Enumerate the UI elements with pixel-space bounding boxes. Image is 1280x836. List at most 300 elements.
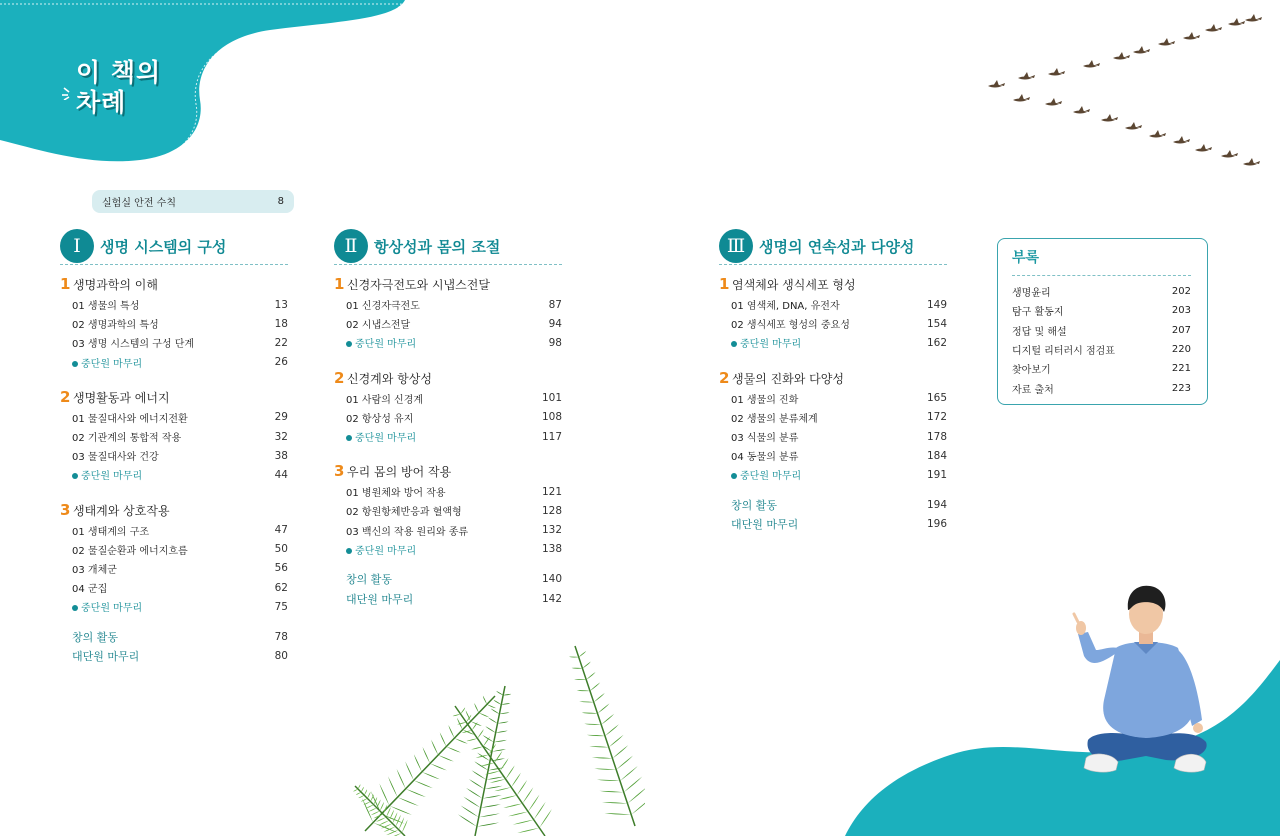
toc-item-text: 중단원 마무리: [355, 545, 417, 557]
toc-item[interactable]: [719, 314, 947, 333]
toc-item-text: 중단원 마무리: [355, 339, 417, 351]
toc-extra-page: 194: [926, 499, 947, 512]
chapter-heading[interactable]: [719, 369, 947, 389]
goose-shape: [1173, 136, 1190, 144]
toc-item-page: 178: [926, 430, 947, 443]
toc-item[interactable]: [334, 521, 562, 540]
chapter-number: 1: [60, 275, 71, 293]
fern-leaflet: [506, 765, 515, 779]
chapter-title: 생태계와 상호작용: [73, 503, 170, 518]
chapter-heading[interactable]: [334, 369, 562, 389]
roman-numeral-badge: Ⅰ: [60, 229, 94, 263]
fern-leaflet: [579, 701, 594, 702]
chapter-number: 1: [334, 275, 345, 293]
toc-item[interactable]: [719, 389, 947, 408]
toc-item-page: 22: [274, 336, 288, 349]
title-line-1: 이 책의: [76, 58, 162, 87]
toc-extra-page: 80: [274, 650, 288, 663]
fern-leaflet: [491, 709, 500, 715]
goose-shape: [1018, 72, 1035, 80]
toc-item-label: 03 개체군: [72, 564, 117, 576]
fern-leaflet: [631, 797, 645, 814]
fern-leaflet: [397, 769, 406, 789]
goose-shape: [1133, 46, 1150, 54]
chapter-number: 2: [60, 387, 71, 406]
fern-leaflet: [353, 789, 358, 791]
chapter-heading[interactable]: [60, 501, 288, 521]
fern-leaflet: [423, 747, 430, 764]
chapter-heading[interactable]: [60, 388, 288, 408]
toc-item-page: 75: [274, 600, 288, 613]
fern-leaves-illustration: [345, 636, 645, 836]
toc-item-page: 29: [274, 411, 288, 424]
goose-shape: [1113, 52, 1130, 60]
page-title: [62, 58, 161, 118]
chapter-block: [60, 275, 288, 372]
toc-item-page: 172: [926, 411, 947, 424]
fern-leaflet: [584, 724, 601, 725]
toc-item-label: 03 식물의 분류: [731, 433, 799, 445]
chapter-title: 생명과학의 이해: [73, 278, 158, 292]
fern-leaflet: [569, 657, 579, 658]
part-title: 항상성과 몸의 조절: [374, 237, 501, 256]
toc-item-label: 02 생명과학의 특성: [72, 320, 159, 332]
fern-leaflet: [494, 740, 507, 742]
fern-leaflet: [517, 780, 527, 795]
fern-leaflet: [599, 791, 623, 792]
toc-item[interactable]: [60, 333, 288, 352]
section-review-item[interactable]: [719, 333, 947, 352]
toc-item-page: 121: [541, 485, 562, 498]
goose-shape: [1243, 158, 1260, 166]
toc-extra-item[interactable]: [60, 627, 288, 646]
toc-item-page: 50: [274, 543, 288, 556]
chapter-title: 신경계와 항상성: [347, 371, 432, 386]
fern-leaflet: [605, 813, 632, 815]
chapter-number: 3: [60, 500, 71, 519]
fern-leaflet: [406, 789, 426, 797]
toc-item-page: 117: [541, 430, 562, 443]
toc-extra-label: 대단원 마무리: [72, 650, 140, 664]
fern-leaflet: [589, 746, 608, 747]
roman-numeral-badge: Ⅲ: [719, 229, 753, 263]
fern-leaflet: [613, 745, 629, 758]
goose-shape: [1125, 122, 1142, 130]
toc-item-label: 02 생식세포 형성의 중요성: [731, 320, 850, 332]
chapter-heading[interactable]: [334, 462, 562, 482]
goose-shape: [988, 80, 1005, 88]
toc-item-page: 191: [926, 468, 947, 481]
fern-leaflet: [368, 792, 371, 799]
toc-extra-item[interactable]: [719, 496, 947, 515]
chapter-title: 생명활동과 에너지: [73, 390, 170, 405]
toc-item-text: 중단원 마무리: [740, 339, 802, 351]
toc-item[interactable]: [60, 521, 288, 540]
chapter-heading[interactable]: [334, 275, 562, 295]
toc-extra-item[interactable]: [334, 589, 562, 608]
appendix-item[interactable]: [1012, 378, 1191, 397]
fern-leaflet: [517, 828, 539, 833]
appendix-item[interactable]: [1012, 301, 1191, 320]
fern-leaflet: [479, 813, 500, 817]
fern-leaflet: [388, 776, 397, 797]
fern-leaflet: [620, 766, 638, 781]
appendix-item-label: 디지털 리터러시 점검표: [1012, 346, 1115, 358]
fern-leaflet: [476, 755, 489, 758]
fern-leaflet: [481, 804, 501, 808]
fern-leaflet: [586, 672, 595, 680]
fern-leaflet: [605, 724, 619, 736]
appendix-item[interactable]: [1012, 340, 1191, 359]
fern-leaflet: [539, 809, 552, 828]
goose-shape: [1158, 38, 1175, 46]
toc-item-label: 02 물질순환과 에너지흐름: [72, 545, 188, 557]
toc-extra-page: 140: [541, 573, 562, 586]
appendix-item-label: 생명윤리: [1012, 288, 1051, 300]
fern-leaflet: [624, 777, 643, 793]
goose-shape: [1149, 130, 1166, 138]
fern-leaflet: [467, 739, 478, 742]
toc-item-page: 162: [926, 336, 947, 349]
chapter-heading[interactable]: [719, 275, 947, 295]
spacer: [719, 485, 947, 496]
toc-item-label: 01 생태계의 구조: [72, 526, 150, 538]
fern-leaflet: [498, 721, 509, 723]
toc-item-page: 128: [541, 504, 562, 517]
fern-leaflet: [453, 714, 461, 716]
toc-item-page: 101: [541, 392, 562, 405]
fern-leaflet: [592, 757, 613, 758]
appendix-item-page: 202: [1171, 286, 1191, 298]
goose-shape: [1083, 60, 1100, 68]
toc-item-page: 108: [541, 411, 562, 424]
section-review-item[interactable]: [60, 465, 288, 484]
toc-extra-item[interactable]: [60, 647, 288, 666]
toc-item[interactable]: [334, 501, 562, 520]
toc-item[interactable]: [719, 446, 947, 465]
appendix-item-page: 221: [1171, 363, 1191, 375]
appendix-list: [1012, 282, 1191, 398]
fern-leaflet: [446, 747, 461, 753]
fern-leaflet: [487, 704, 496, 708]
toc-item-page: 38: [274, 449, 288, 462]
fern-leaflet: [361, 787, 364, 792]
fern-leaflet: [490, 779, 506, 783]
toc-item-label: 02 시냅스전달: [346, 320, 411, 332]
bullet-dot-icon: [346, 341, 352, 347]
part-2-section: [334, 230, 562, 608]
fern-leaflet: [448, 725, 454, 738]
toc-item-page: 184: [926, 449, 947, 462]
toc-item[interactable]: [60, 314, 288, 333]
goose-shape: [1183, 32, 1200, 40]
toc-item-label: [72, 467, 142, 482]
appendix-item[interactable]: [1012, 359, 1191, 378]
fern-leaflet: [379, 784, 389, 806]
chapter-block: [719, 275, 947, 353]
toc-item[interactable]: [334, 408, 562, 427]
safety-rules-entry[interactable]: [92, 190, 294, 213]
fern-leaflet: [579, 651, 586, 657]
section-review-item[interactable]: [60, 597, 288, 616]
part-divider: [60, 264, 288, 265]
fern-leaflet: [371, 811, 380, 815]
sparkle-icon: [62, 86, 76, 100]
chapter-heading[interactable]: [60, 275, 288, 295]
toc-item-label: 01 사람의 신경계: [346, 394, 424, 406]
bullet-dot-icon: [72, 605, 78, 611]
toc-item-page: 62: [274, 581, 288, 594]
chapter-title: 생물의 진화와 다양성: [732, 371, 844, 386]
toc-item[interactable]: [334, 314, 562, 333]
fern-leaflet: [602, 802, 628, 804]
appendix-item-page: 207: [1171, 324, 1191, 336]
toc-item[interactable]: [60, 446, 288, 465]
toc-item[interactable]: [719, 408, 947, 427]
fern-leaflet: [469, 779, 485, 789]
toc-item-label: 04 군집: [72, 584, 108, 596]
toc-item-label: 02 항상성 유지: [346, 413, 414, 425]
fern-leaflet: [361, 799, 368, 802]
fern-leaflet: [358, 784, 360, 789]
toc-item-label: [346, 542, 416, 557]
section-review-item[interactable]: [334, 333, 562, 352]
part-heading[interactable]: [334, 230, 562, 262]
section-review-item[interactable]: [334, 427, 562, 446]
toc-item[interactable]: [719, 295, 947, 314]
chapter-block: [334, 275, 562, 353]
fern-leaflet: [597, 780, 620, 781]
toc-item-page: 47: [274, 524, 288, 537]
safety-page: 8: [277, 196, 284, 207]
fern-leaflet: [582, 713, 598, 714]
appendix-item-page: 203: [1171, 305, 1191, 317]
part-title: 생명 시스템의 구성: [100, 237, 227, 256]
toc-item-page: 32: [274, 430, 288, 443]
chapter-block: [334, 462, 562, 559]
appendix-item-label: 정답 및 해설: [1012, 326, 1067, 338]
toc-item-page: 94: [548, 317, 562, 330]
fern-leaflet: [461, 707, 466, 714]
fern-leaflet: [499, 712, 509, 714]
section-review-item[interactable]: [60, 353, 288, 372]
fern-leaflet: [501, 703, 510, 705]
fern-leaflet: [483, 795, 502, 799]
toc-item-label: [731, 467, 801, 482]
toc-item-page: 149: [926, 298, 947, 311]
toc-item-label: 02 생물의 분류체계: [731, 413, 818, 425]
toc-extra-label: 대단원 마무리: [346, 592, 414, 606]
toc-item[interactable]: [334, 295, 562, 314]
chapter-block: [334, 369, 562, 447]
fern-leaflet: [430, 764, 447, 771]
toc-extra-label: 대단원 마무리: [731, 518, 799, 532]
bullet-dot-icon: [346, 548, 352, 554]
fern-leaflet: [508, 812, 528, 817]
toc-item-page: 18: [274, 317, 288, 330]
fern-leaflet: [523, 787, 534, 803]
fern-leaflet: [628, 787, 646, 804]
fern-leaflet: [358, 795, 364, 798]
toc-item-label: [72, 355, 142, 370]
chapter-block: [719, 369, 947, 485]
part-divider: [719, 264, 947, 265]
toc-item-page: 98: [548, 336, 562, 349]
appendix-divider: [1012, 275, 1191, 276]
part-heading[interactable]: [719, 230, 947, 262]
fern-leaflet: [587, 735, 605, 736]
safety-label: 실험실 안전 수칙: [102, 198, 176, 209]
toc-item[interactable]: [60, 578, 288, 597]
fern-leaflet: [528, 794, 539, 811]
toc-item-page: 154: [926, 317, 947, 330]
fern-leaflet: [616, 756, 633, 770]
chapter-block: [60, 501, 288, 617]
chapter-title: 신경자극전도와 시냅스전달: [347, 278, 490, 292]
goose-shape: [1195, 144, 1212, 152]
appendix-item[interactable]: [1012, 321, 1191, 340]
toc-item[interactable]: [60, 559, 288, 578]
fern-leaflet: [590, 682, 600, 691]
toc-item[interactable]: [334, 389, 562, 408]
fern-leaflet: [511, 773, 521, 788]
chapter-title: 우리 몸의 방어 작용: [347, 465, 452, 480]
fern-leaflet: [534, 802, 546, 820]
chapter-number: 3: [334, 462, 345, 481]
fern-leaflet: [598, 703, 610, 713]
appendix-item-page: 220: [1171, 344, 1191, 356]
fern-leaflet: [577, 690, 590, 691]
fern-leaflet: [458, 814, 477, 826]
goose-shape: [1205, 24, 1222, 32]
fern-leaflet: [494, 751, 502, 763]
toc-item-page: 13: [274, 298, 288, 311]
toc-item-label: 01 병원체와 방어 작용: [346, 488, 446, 500]
toc-item[interactable]: [719, 427, 947, 446]
fern-leaflet: [503, 804, 522, 808]
flock-of-geese-illustration: [980, 8, 1270, 178]
fern-leaflet: [379, 820, 390, 825]
toc-item-text: 중단원 마무리: [355, 433, 417, 445]
fern-leaflet: [583, 661, 591, 668]
toc-item-label: 02 기관계의 통합적 작용: [72, 433, 182, 445]
chapter-number: 2: [719, 368, 730, 387]
appendix-box: [997, 238, 1208, 405]
chapter-number: 1: [719, 275, 730, 293]
toc-extra-label: 창의 활동: [72, 631, 119, 645]
toc-item-page: 44: [274, 468, 288, 481]
part-divider: [334, 264, 562, 265]
part-3-section: [719, 230, 947, 534]
fern-leaflet: [471, 747, 483, 750]
goose-shape: [1221, 150, 1238, 158]
fern-leaflet: [485, 726, 495, 733]
toc-item-label: 01 생물의 진화: [731, 394, 799, 406]
fern-leaflet: [494, 700, 502, 705]
appendix-item-label: 탐구 활동지: [1012, 307, 1064, 319]
appendix-title: 부록: [1012, 250, 1040, 266]
toc-item-page: 132: [541, 524, 562, 537]
spacer: [60, 616, 288, 627]
fern-leaflet: [377, 799, 381, 807]
fern-leaflet: [405, 762, 413, 781]
fern-leaflet: [431, 740, 438, 755]
appendix-item[interactable]: [1012, 282, 1191, 301]
bullet-dot-icon: [731, 341, 737, 347]
toc-extra-item[interactable]: [334, 570, 562, 589]
spacer: [334, 559, 562, 570]
appendix-item-page: 223: [1171, 382, 1191, 394]
fern-leaflet: [609, 735, 624, 748]
appendix-item-label: 자료 출처: [1012, 384, 1054, 396]
toc-item-label: [346, 335, 416, 350]
goose-shape: [1045, 98, 1062, 106]
toc-item-page: 56: [274, 562, 288, 575]
toc-item-label: 03 백신의 작용 원리와 종류: [346, 526, 469, 538]
toc-item[interactable]: [60, 295, 288, 314]
fern-leaflet: [462, 730, 472, 732]
goose-shape: [1048, 68, 1065, 76]
toc-item-text: 중단원 마무리: [81, 471, 143, 483]
part-heading[interactable]: [60, 230, 288, 262]
toc-item[interactable]: [60, 540, 288, 559]
toc-extra-page: 142: [541, 592, 562, 605]
section-review-item[interactable]: [334, 540, 562, 559]
fern-leaflet: [472, 770, 487, 780]
goose-shape: [1228, 18, 1245, 26]
fern-leaflet: [414, 780, 433, 788]
fern-leaflet: [380, 802, 384, 811]
toc-item-label: [731, 335, 801, 350]
toc-item-label: [72, 599, 142, 614]
fern-leaflet: [393, 812, 398, 823]
fern-leaflet: [381, 824, 392, 829]
fern-leaflet: [422, 772, 440, 779]
toc-item[interactable]: [60, 408, 288, 427]
fern-leaflet: [457, 722, 466, 724]
fern-leaflet: [499, 795, 517, 799]
fern-leaflet: [496, 691, 503, 695]
fern-leaflet: [399, 817, 404, 830]
bullet-dot-icon: [346, 435, 352, 441]
toc-item-text: 중단원 마무리: [740, 471, 802, 483]
fern-leaflet: [364, 789, 367, 795]
toc-item[interactable]: [60, 427, 288, 446]
toc-item-label: 02 항원항체반응과 혈액형: [346, 507, 462, 519]
fern-leaflet: [480, 763, 494, 766]
toc-item-label: 04 동물의 분류: [731, 452, 799, 464]
fern-leaflet: [486, 777, 503, 780]
toc-extra-item[interactable]: [719, 515, 947, 534]
fern-leaflet: [366, 805, 374, 808]
fern-leaflet: [513, 820, 534, 825]
toc-item-text: 중단원 마무리: [81, 603, 143, 615]
toc-item-page: 87: [548, 298, 562, 311]
fern-leaflet: [466, 788, 482, 799]
goose-shape: [1013, 94, 1030, 102]
fern-leaflet: [494, 787, 511, 791]
toc-item[interactable]: [334, 482, 562, 501]
fern-leaflet: [463, 797, 480, 808]
fern-leaflet: [483, 696, 487, 705]
fern-leaflet: [574, 679, 586, 680]
fern-leaflet: [496, 731, 508, 733]
bullet-dot-icon: [72, 473, 78, 479]
part-1-section: [60, 230, 288, 666]
goose-shape: [1101, 114, 1118, 122]
section-review-item[interactable]: [719, 465, 947, 484]
fern-leaflet: [503, 694, 511, 695]
